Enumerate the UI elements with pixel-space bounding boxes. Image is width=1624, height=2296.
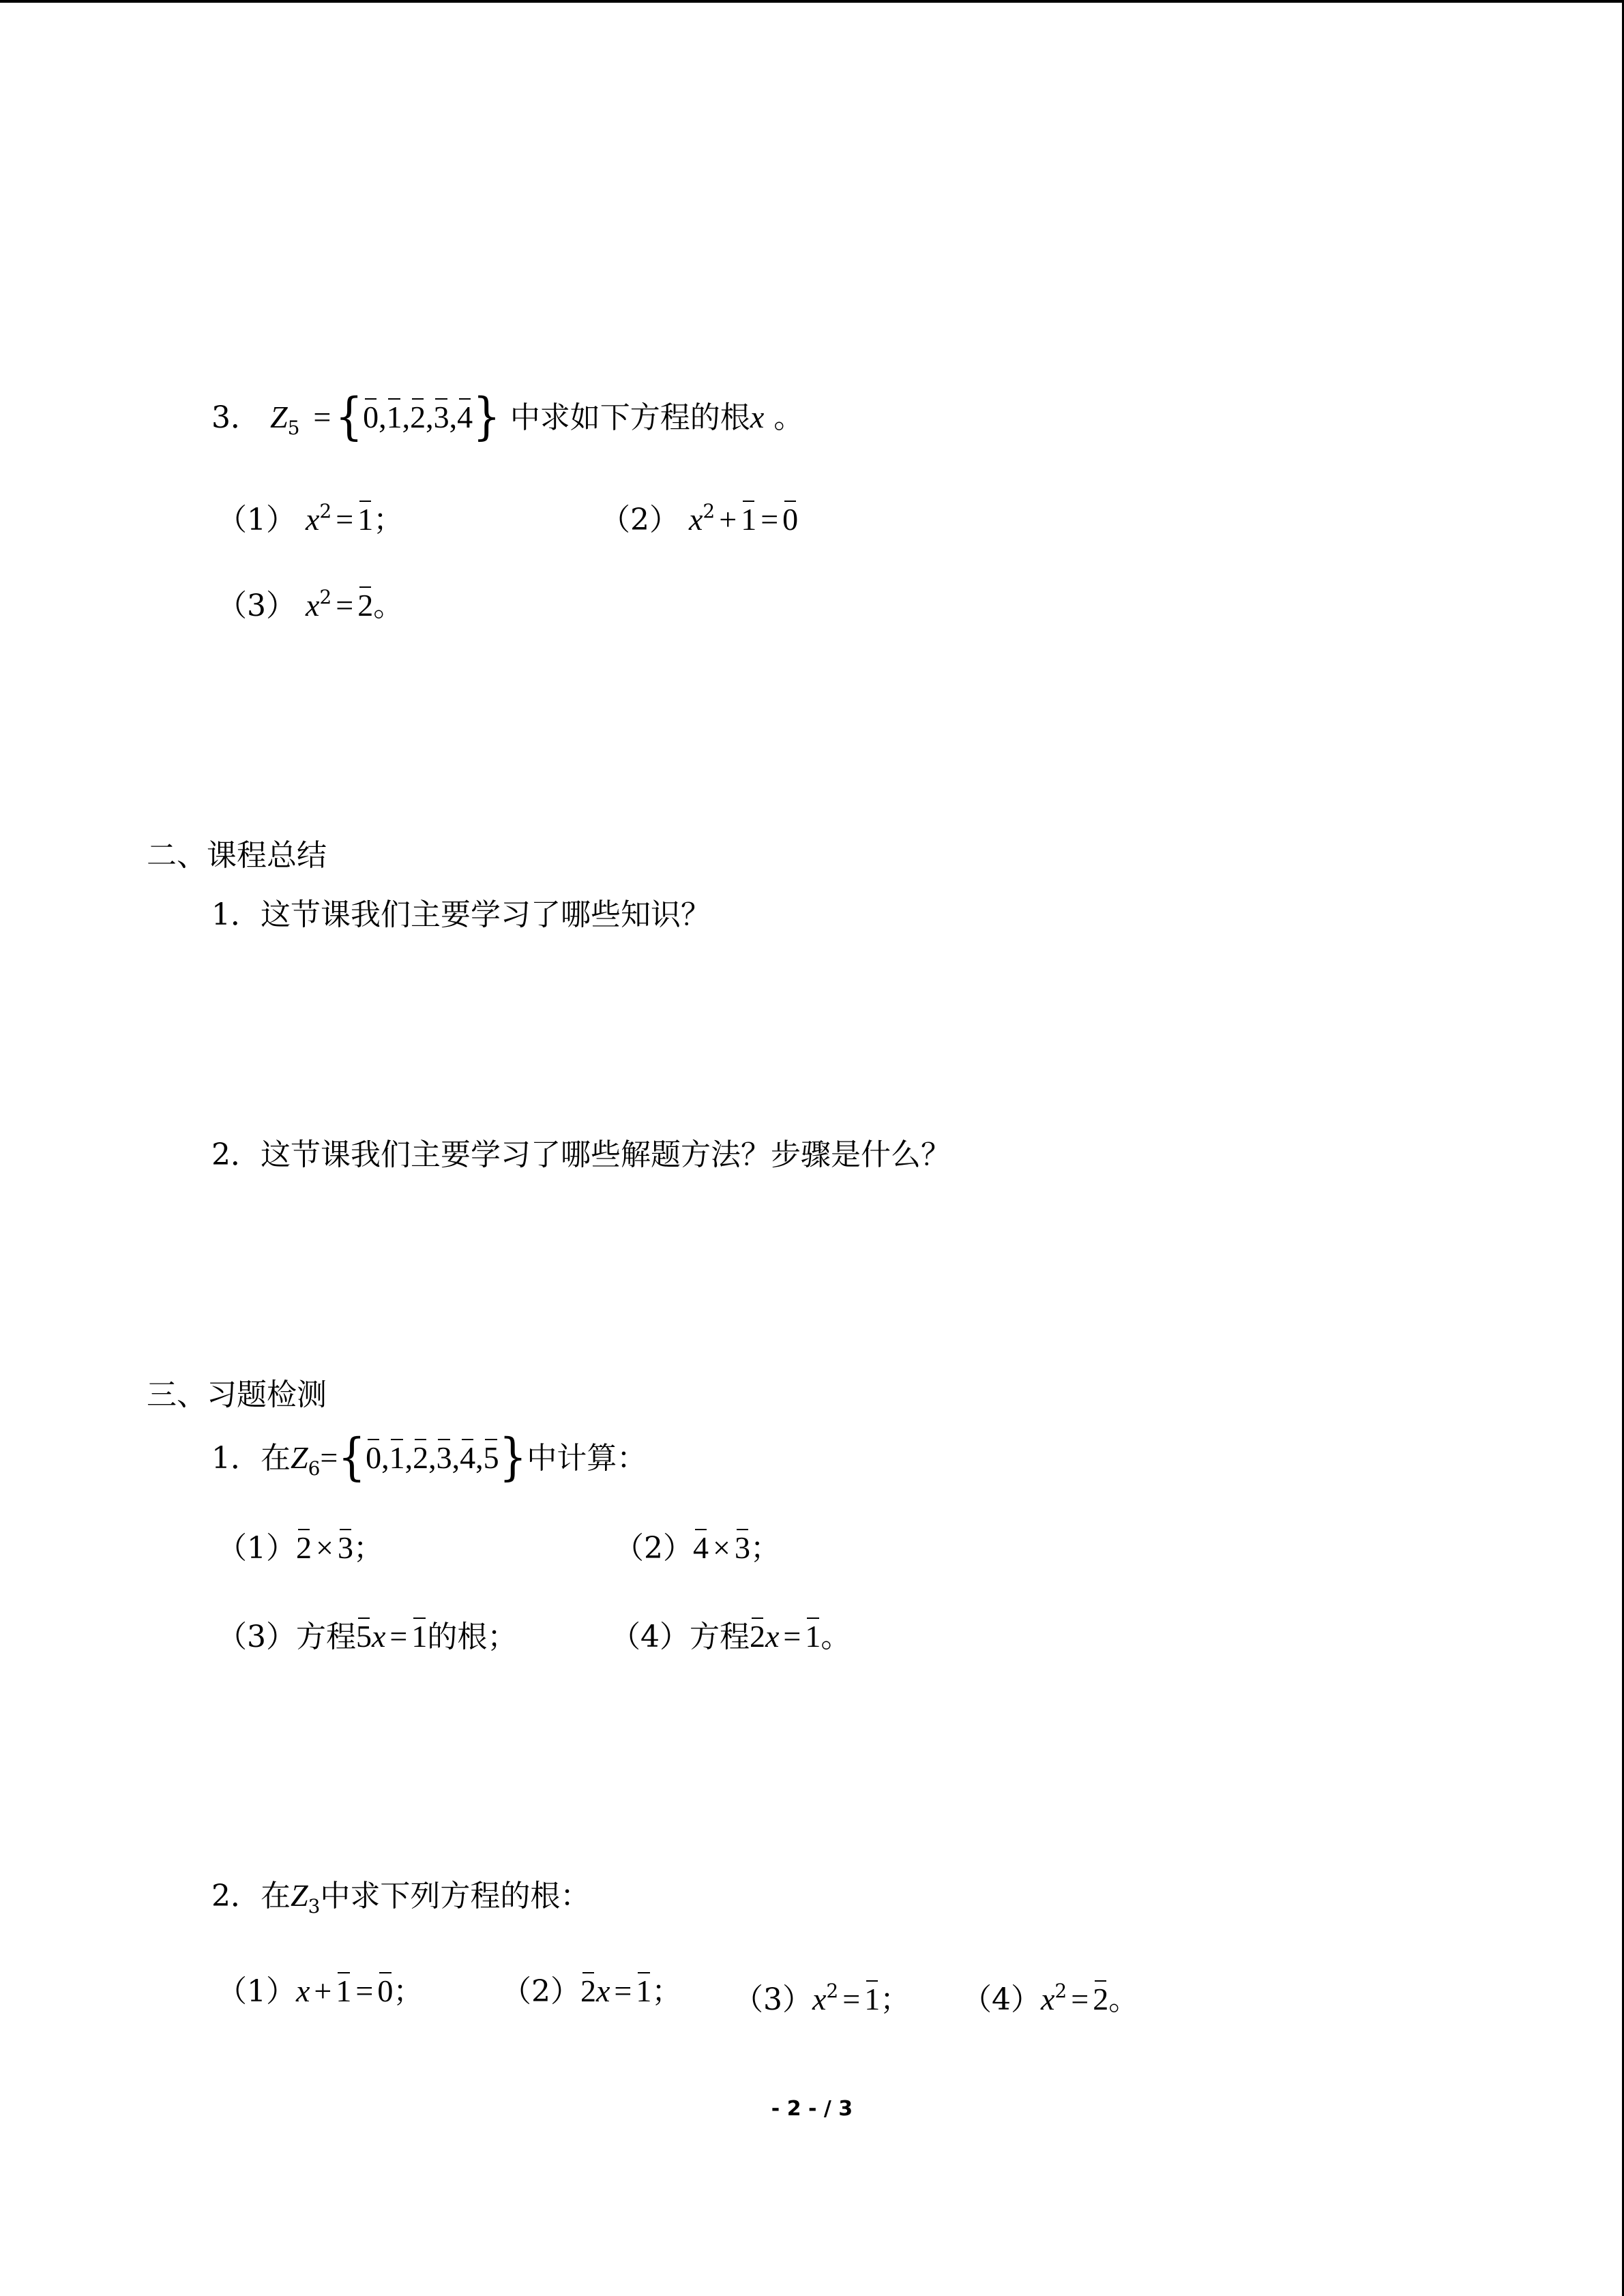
set-element: 0 (363, 400, 379, 434)
problem-number: 2．在 (211, 1879, 291, 1913)
section-3-p1-item-4: （4）方程2x = 1。 (610, 1619, 851, 1654)
set-element: 4 (460, 1440, 476, 1475)
set-element: 5 (483, 1440, 499, 1475)
page-number: - 2 - / 3 (771, 2097, 853, 2121)
set-element: 0 (366, 1440, 382, 1475)
item-label: （1） (217, 1974, 296, 2009)
problem-3-item-2: （2） $x^2 + 1 = 0$ (600, 500, 799, 537)
problem-text: 中求如下方程的根 (510, 400, 750, 435)
item-label: （3）方程 (217, 1620, 356, 1654)
item-label: （2） (501, 1974, 580, 2009)
section-3-heading: 三、习题检测 (147, 1377, 327, 1412)
top-border-line (0, 0, 1624, 3)
section-3-p1-item-2: （2）4 × 3； (614, 1530, 780, 1566)
item-label: （4）方程 (610, 1620, 750, 1654)
variable: x (750, 400, 765, 434)
section-2-question-2: 2．这节课我们主要学习了哪些解题方法？步骤是什么？ (211, 1137, 951, 1172)
section-3-p1-item-1: （1）2 × 3； (217, 1530, 383, 1566)
problem-3-item-3: （3） $x^2 = 2$。 (217, 586, 404, 623)
item-label: （2） (600, 503, 679, 537)
item-tail: ； (651, 1974, 682, 2009)
right-brace: } (499, 1429, 527, 1487)
item-tail: 。 (373, 588, 404, 623)
left-brace: { (338, 1429, 366, 1487)
problem-3-item-1: （1） $x^2 = 1$； (217, 500, 404, 537)
section-2-heading: 二、课程总结 (147, 838, 327, 873)
problem-text: 中计算： (527, 1441, 647, 1476)
section-3-p2-item-2: （2）2x = 1； (501, 1973, 682, 2009)
section-3-p2-item-4: $(4)x^2 = 2$。 (962, 1980, 1139, 2017)
section-3-p2-item-1: （1）x + 1 = 0； (217, 1973, 424, 2009)
section-2-question-1: 1．这节课我们主要学习了哪些知识？ (211, 897, 711, 932)
set-subscript: 3 (308, 1895, 321, 1918)
item-tail: 的根； (427, 1620, 518, 1654)
item-label: （3） (217, 588, 296, 623)
item-label: （1） (217, 503, 296, 537)
period: 。 (773, 400, 804, 435)
equals-sign: = (320, 1440, 338, 1475)
item-tail: ； (880, 1982, 911, 2017)
set-symbol: Z (270, 400, 288, 434)
item-label: （2） (614, 1531, 693, 1566)
item-tail: ； (353, 1531, 383, 1566)
set-element: 2 (410, 400, 426, 434)
problem-number: 3． (211, 400, 261, 435)
set-element: 3 (433, 400, 449, 434)
set-symbol: Z (291, 1878, 308, 1913)
problem-text: 中求下列方程的根： (320, 1879, 591, 1913)
set-subscript: 5 (287, 417, 300, 439)
set-element: 1 (389, 1440, 405, 1475)
set-element: 4 (457, 400, 473, 434)
section-3-problem-2-statement (211, 1875, 590, 1916)
item-tail: 。 (1108, 1982, 1139, 2017)
item-tail: ； (393, 1974, 424, 2009)
set-subscript: 6 (308, 1457, 321, 1480)
item-label: （4） (962, 1982, 1041, 2017)
set-element: 3 (436, 1440, 452, 1475)
set-symbol: Z (291, 1440, 308, 1475)
item-tail: ； (750, 1531, 780, 1566)
item-tail: 。 (821, 1620, 851, 1654)
equals-sign: = (313, 400, 331, 434)
problem-3-statement: 3． $Z_5 =\{0,1,2,3,4\}$ 中求如下方程的根x 。 (211, 388, 804, 447)
left-brace: { (335, 388, 364, 447)
section-3-p1-item-3: （3）方程5x = 1的根； (217, 1619, 518, 1654)
right-brace: } (473, 388, 501, 447)
problem-number: 1．在 (211, 1441, 291, 1476)
item-tail: ； (373, 503, 404, 537)
set-element: 2 (413, 1440, 429, 1475)
item-label: （1） (217, 1531, 296, 1566)
item-label: （3） (733, 1982, 812, 2017)
section-3-problem-1-statement: 1．在$Z_6=\{0,1,2,3,4,5\}$中计算： (211, 1429, 647, 1487)
set-element: 1 (386, 400, 402, 434)
section-3-p2-item-3: $(3)x^2 = 1$； (733, 1980, 911, 2017)
